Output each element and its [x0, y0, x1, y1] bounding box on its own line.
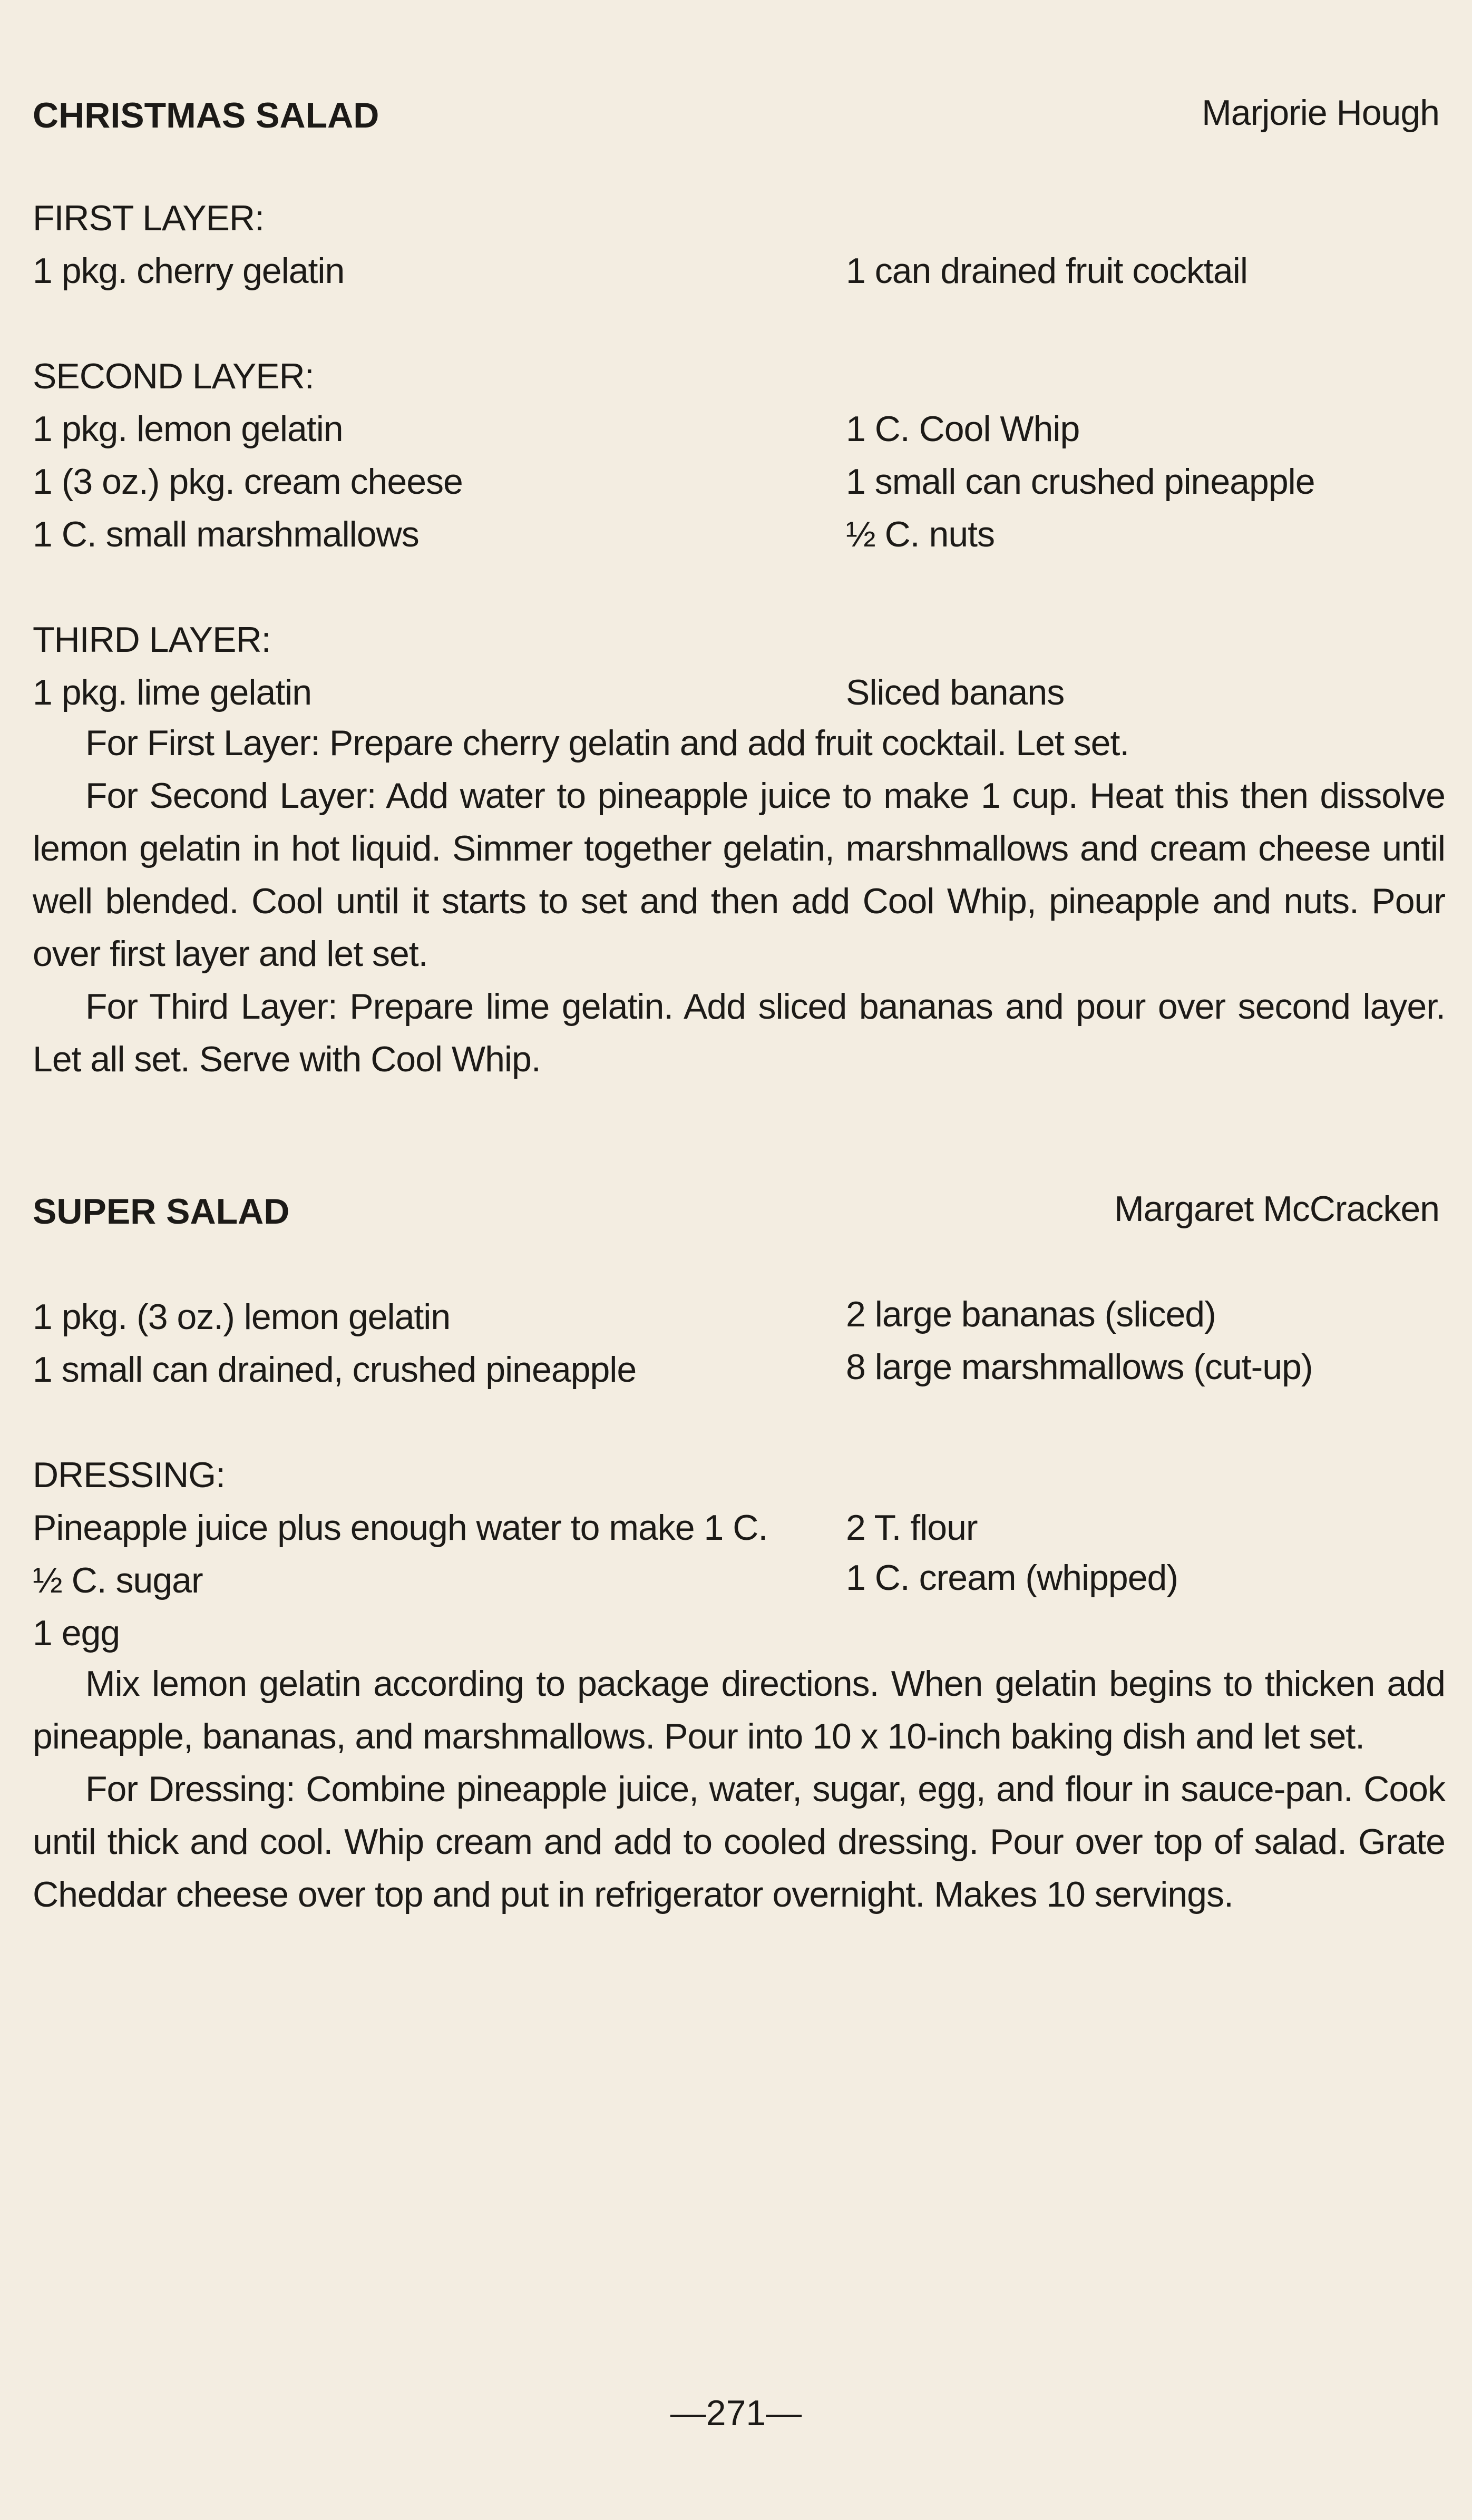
directions [33, 1657, 1445, 1921]
ingredient: 1 C. Cool Whip [846, 409, 1080, 449]
section-heading: FIRST LAYER: [33, 198, 264, 238]
ingredient: 1 can drained fruit cocktail [846, 251, 1247, 291]
direction-paragraph: For Third Layer: Prepare lime gelatin. Add sliced bananas and pour over second layer. Let all set. Serve with Cool Whip. [33, 986, 1445, 1079]
ingredient: 1 small can crushed pineapple [846, 462, 1315, 502]
section-heading: SECOND LAYER: [33, 356, 314, 396]
ingredient: 2 large bananas (sliced) [846, 1294, 1216, 1334]
ingredient: 1 C. cream (whipped) [846, 1558, 1178, 1598]
ingredient: 8 large marshmallows (cut-up) [846, 1347, 1313, 1387]
section-heading: DRESSING: [33, 1455, 226, 1495]
ingredient: 1 pkg. lemon gelatin [33, 409, 343, 449]
directions [33, 717, 1445, 1086]
ingredient: 1 pkg. cherry gelatin [33, 251, 345, 291]
ingredient: 1 pkg. lime gelatin [33, 672, 312, 712]
ingredient: Pineapple juice plus enough water to make 1 C. [33, 1508, 768, 1548]
recipe-title: SUPER SALAD [33, 1191, 290, 1232]
section-heading: THIRD LAYER: [33, 620, 271, 660]
ingredient: ½ C. nuts [846, 514, 995, 554]
recipe-author: Margaret McCracken [1114, 1189, 1439, 1229]
recipe-title: CHRISTMAS SALAD [33, 95, 379, 135]
direction-paragraph: For Second Layer: Add water to pineapple juice to make 1 cup. Heat this then dissolve lemon gelatin in hot liquid. Simmer together gelatin, marshmallows and cream cheese until well blended. Cool until it starts to set and then add Cool Whip, pineapple and nuts. Pour over first layer and let set. [33, 776, 1445, 974]
ingredient: 1 pkg. (3 oz.) lemon gelatin [33, 1297, 451, 1337]
page-number: —271— [670, 2393, 802, 2433]
ingredient: ½ C. sugar [33, 1560, 203, 1600]
direction-paragraph: Mix lemon gelatin according to package directions. When gelatin begins to thicken add pineapple, bananas, and marshmallows. Pour into 10 x 10-inch baking dish and let set. [33, 1664, 1445, 1756]
ingredient: Sliced banans [846, 672, 1065, 712]
recipe-author: Marjorie Hough [1202, 93, 1439, 133]
ingredient: 1 egg [33, 1613, 120, 1653]
ingredient: 1 C. small marshmallows [33, 514, 419, 554]
direction-paragraph: For First Layer: Prepare cherry gelatin and add fruit cocktail. Let set. [85, 723, 1129, 763]
direction-paragraph: For Dressing: Combine pineapple juice, water, sugar, egg, and flour in sauce-pan. Cook until thick and cool. Whip cream and add to cooled dressing. Pour over top of salad. Grate Cheddar cheese over top and put in refrigerator overnight. Makes 10 servings. [33, 1769, 1445, 1915]
ingredient: 1 small can drained, crushed pineapple [33, 1350, 637, 1390]
ingredient: 2 T. flour [846, 1508, 978, 1548]
ingredient: 1 (3 oz.) pkg. cream cheese [33, 462, 463, 502]
